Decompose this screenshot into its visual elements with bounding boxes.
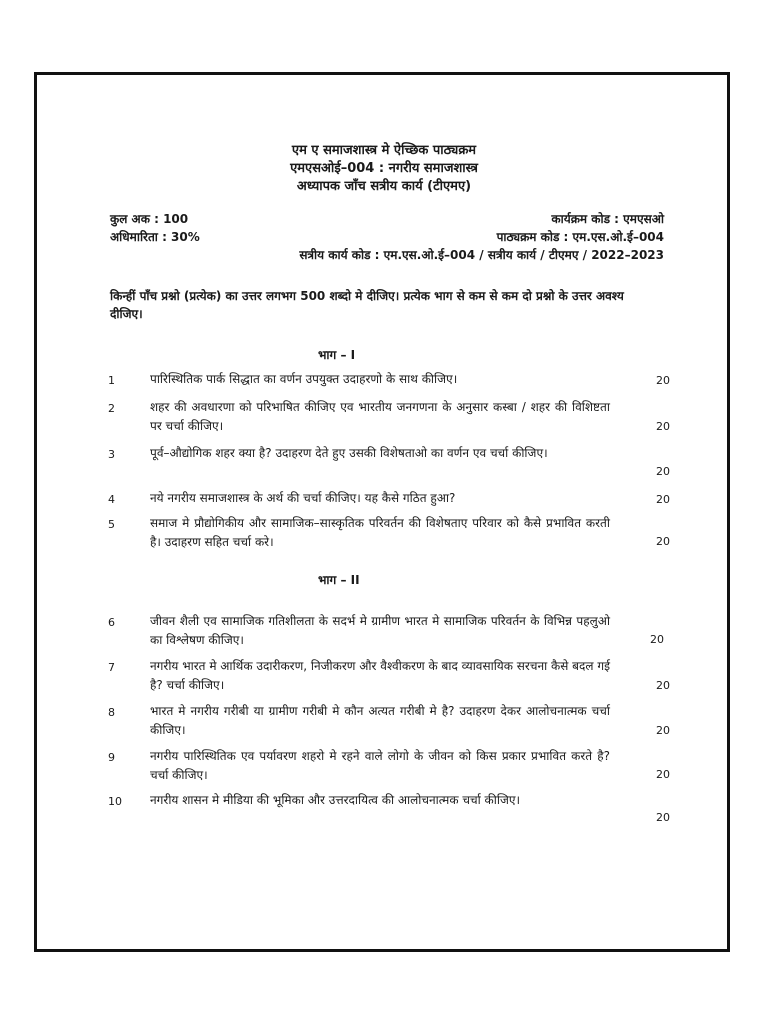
course-code: पाठ्यक्रम कोड : एम.एस.ओ.ई–004 [496,230,664,244]
question-number: 2 [108,402,115,415]
question-text: जीवन शैली एव सामाजिक गतिशीलता के सदर्भ मे ग्रामीण भारत मे सामाजिक परिवर्तन के विभिन्न पहलुओ का विश्लेषण कीजिए। [150,614,610,647]
question-number: 10 [108,795,122,808]
question-number: 8 [108,706,115,719]
total-marks: कुल अक : 100 [110,212,189,226]
question-number: 1 [108,374,115,387]
question-marks: 20 [656,420,670,433]
question-marks: 20 [656,374,670,387]
instructions: किन्हीं पाँच प्रश्नो (प्रत्येक) का उत्तर लगभग 500 शब्दो मे दीजिए। प्रत्येक भाग से कम से कम दो प्रश्नो के उत्तर अवश्य दीजिए। [110,289,624,321]
page-border [34,72,730,952]
question-marks: 20 [656,724,670,737]
programme-code: कार्यक्रम कोड : एमएसओ [551,212,664,226]
question-number: 9 [108,751,115,764]
weightage: अधिमारिता : 30% [110,230,200,244]
section-title-part-2: भाग – II [318,573,360,587]
question-text: पूर्व–औद्योगिक शहर क्या है? उदाहरण देते हुए उसकी विशेषताओ का वर्णन एव चर्चा कीजिए। [150,446,548,460]
question-number: 6 [108,616,115,629]
question-marks: 20 [656,768,670,781]
question-text: नये नगरीय समाजशास्त्र के अर्थ की चर्चा कीजिए। यह कैसे गठित हुआ? [150,491,456,505]
question-marks: 20 [656,811,670,824]
question-text: नगरीय भारत मे आर्थिक उदारीकरण, निजीकरण और वैश्वीकरण के बाद व्यावसायिक सरचना कैसे बदल गई है? चर्चा कीजिए। [150,659,610,692]
question-text: नगरीय शासन मे मीडिया की भूमिका और उत्तरदायित्व की आलोचनात्मक चर्चा कीजिए। [150,793,521,807]
question-text: पारिस्थितिक पार्क सिद्धात का वर्णन उपयुक्त उदाहरणो के साथ कीजिए। [150,372,458,386]
question-number: 5 [108,518,115,531]
section-title-part-1: भाग – I [318,348,356,362]
question-marks: 20 [656,535,670,548]
question-marks: 20 [650,633,664,646]
question-text: भारत मे नगरीय गरीबी या ग्रामीण गरीबी मे कौन अत्यत गरीबी मे है? उदाहरण देकर आलोचनात्मक चर्चा कीजिए। [150,704,610,737]
header-assignment-type: अध्यापक जाँच सत्रीय कार्य (टीएमए) [296,179,472,194]
header-course-title: एम ए समाजशास्त्र मे ऐच्छिक पाठ्यक्रम [291,143,477,158]
question-text: समाज मे प्रौद्योगिकीय और सामाजिक–सास्कृतिक परिवर्तन की विशेषताए परिवार को कैसे प्रभावित करती है। उदाहरण सहित चर्चा करे। [150,516,610,549]
question-marks: 20 [656,493,670,506]
question-text: नगरीय पारिस्थितिक एव पर्यावरण शहरो मे रहने वाले लोगो के जीवन को किस प्रकार प्रभावित करते है? चर्चा कीजिए। [150,749,610,782]
question-number: 3 [108,448,115,461]
header-course-code: एमएसओई–004 : नगरीय समाजशास्त्र [290,161,478,176]
assignment-code: सत्रीय कार्य कोड : एम.एस.ओ.ई–004 / सत्रीय कार्य / टीएमए / 2022–2023 [299,248,664,262]
question-number: 7 [108,661,115,674]
question-marks: 20 [656,679,670,692]
question-text: शहर की अवधारणा को परिभाषित कीजिए एव भारतीय जनगणना के अनुसार कस्बा / शहर की विशिष्टता पर चर्चा कीजिए। [150,400,610,433]
question-number: 4 [108,493,115,506]
question-marks: 20 [656,465,670,478]
